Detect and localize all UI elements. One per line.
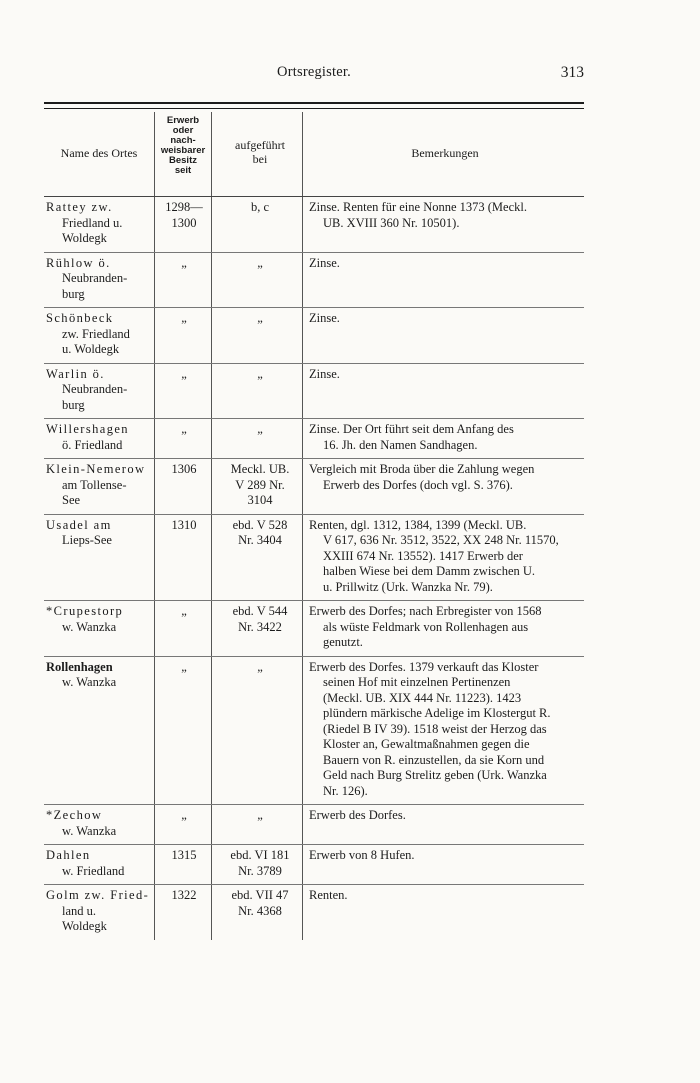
remarks-continuation-line: seinen Hof mit einzelnen Pertinenzen — [323, 675, 511, 689]
place-location: Neubranden- — [62, 382, 128, 396]
table-row — [44, 253, 584, 309]
remarks-continuation-line: UB. XVIII 360 Nr. 10501). — [323, 215, 460, 230]
remarks-first-line: Erwerb von 8 Hufen. — [309, 848, 415, 862]
reference-line: Nr. 3789 — [238, 863, 282, 878]
table-row — [44, 197, 584, 253]
place-name-cell — [46, 462, 154, 509]
place-location: am Tollense- — [62, 477, 127, 492]
acquisition-year: „ — [181, 604, 187, 618]
column-divider — [211, 253, 212, 308]
remarks-first-line: Vergleich mit Broda über die Zahlung wegen — [309, 462, 535, 476]
column-divider — [302, 657, 303, 805]
table-header — [44, 112, 584, 197]
column-divider — [154, 657, 155, 805]
acquisition-year-cell — [157, 422, 211, 438]
column-divider — [154, 515, 155, 601]
remarks-cell — [309, 311, 584, 327]
remarks-cell — [309, 256, 584, 272]
acquisition-year: „ — [181, 659, 187, 674]
acquisition-year: 1298— — [165, 200, 203, 214]
acquisition-year: „ — [181, 311, 187, 325]
table-row — [44, 515, 584, 602]
remarks-cell — [309, 888, 584, 904]
column-divider — [211, 364, 212, 419]
column-divider — [154, 364, 155, 419]
column-divider — [211, 419, 212, 458]
place-location: zw. Friedland — [62, 326, 130, 341]
column-divider — [211, 601, 212, 656]
column-divider — [154, 885, 155, 940]
reference-line: „ — [257, 311, 263, 325]
acquisition-year: „ — [181, 422, 187, 436]
column-divider — [154, 308, 155, 363]
place-name: *Crupestorp — [46, 604, 124, 618]
place-name-cell — [46, 422, 154, 453]
place-location: Woldegk — [62, 919, 107, 933]
place-name: Schönbeck — [46, 311, 114, 325]
remarks-first-line: Erwerb des Dorfes; nach Erbregister von 1568 — [309, 604, 542, 618]
place-location: land u. — [62, 903, 97, 918]
table-row — [44, 845, 584, 885]
remarks-cell — [309, 808, 584, 824]
column-divider — [211, 112, 212, 197]
column-divider — [302, 805, 303, 844]
reference-line: „ — [257, 808, 263, 822]
reference-cell — [216, 462, 304, 509]
column-divider — [211, 845, 212, 884]
column-divider — [154, 805, 155, 844]
reference-line: Nr. 4368 — [238, 903, 282, 918]
remarks-first-line: Erwerb des Dorfes. 1379 verkauft das Kloster — [309, 659, 539, 674]
table-row — [44, 419, 584, 459]
acquisition-year-cell — [157, 518, 211, 534]
reference-cell — [216, 256, 304, 272]
column-header-erwerb-line: Besitz — [169, 155, 197, 166]
place-name: Willershagen — [46, 422, 129, 436]
reference-cell — [216, 200, 304, 216]
reference-line: Nr. 3404 — [238, 533, 282, 547]
column-header-erwerb — [156, 116, 210, 176]
column-divider — [154, 253, 155, 308]
place-location: u. Woldegk — [62, 342, 120, 356]
reference-line: Meckl. UB. — [230, 462, 290, 476]
reference-cell — [216, 604, 304, 635]
column-header-aufgefuehrt — [216, 139, 304, 166]
table-row — [44, 601, 584, 657]
acquisition-year-cell — [157, 848, 211, 864]
remarks-continuation-line: (Meckl. UB. XIX 444 Nr. 11223). 1423 — [323, 690, 522, 705]
remarks-continuation-line: Geld nach Burg Strelitz geben (Urk. Wanzka — [323, 768, 547, 782]
place-location: w. Wanzka — [62, 675, 117, 689]
table-row — [44, 657, 584, 806]
place-name: Dahlen — [46, 848, 91, 862]
remarks-first-line: Zinse. — [309, 366, 340, 381]
place-location: w. Wanzka — [62, 823, 117, 838]
place-location: burg — [62, 397, 85, 412]
running-title: Ortsregister. — [277, 64, 351, 80]
place-name-cell — [46, 367, 154, 414]
column-header-bemerkungen: Bemerkungen — [411, 146, 479, 160]
reference-line: b, c — [250, 200, 270, 214]
table-row — [44, 308, 584, 364]
column-divider — [211, 657, 212, 805]
reference-line: „ — [257, 366, 263, 381]
place-location: Neubranden- — [62, 271, 128, 285]
reference-line: ebd. VII 47 — [231, 888, 289, 902]
acquisition-year-cell — [157, 604, 211, 620]
column-divider — [211, 885, 212, 940]
page-number: 313 — [560, 64, 584, 81]
column-divider — [154, 845, 155, 884]
place-name: Rühlow ö. — [46, 255, 111, 270]
remarks-cell — [309, 422, 584, 453]
column-header-aufgefuehrt-line: bei — [252, 151, 268, 166]
remarks-continuation-line: Bauern von R. einzustellen, da sie Korn und — [323, 752, 545, 767]
column-divider — [211, 308, 212, 363]
remarks-continuation-line: 16. Jh. den Namen Sandhagen. — [323, 437, 478, 452]
remarks-first-line: Erwerb des Dorfes. — [309, 808, 406, 822]
table-row — [44, 805, 584, 845]
acquisition-year-cell — [157, 808, 211, 824]
acquisition-year: 1310 — [171, 517, 197, 532]
place-name: Usadel am — [46, 517, 112, 532]
column-divider — [154, 112, 155, 197]
column-divider — [302, 515, 303, 601]
table-row — [44, 885, 584, 940]
reference-line: V 289 Nr. — [235, 477, 285, 492]
remarks-continuation-line: (Riedel B IV 39). 1518 weist der Herzog das — [323, 721, 547, 736]
place-name: Klein-Nemerow — [46, 462, 146, 476]
remarks-first-line: Renten, dgl. 1312, 1384, 1399 (Meckl. UB. — [309, 517, 527, 532]
acquisition-year-cell — [157, 888, 211, 904]
remarks-continuation-line: als wüste Feldmark von Rollenhagen aus — [323, 619, 529, 634]
reference-cell — [216, 808, 304, 824]
remarks-continuation-line: genutzt. — [323, 635, 363, 649]
reference-line: „ — [257, 255, 263, 270]
place-name-cell — [46, 888, 154, 935]
place-name-cell — [46, 200, 154, 247]
remarks-continuation-line: halben Wiese bei dem Damm zwischen U. — [323, 564, 536, 578]
column-divider — [302, 308, 303, 363]
table-row — [44, 459, 584, 515]
remarks-first-line: Zinse. — [309, 311, 340, 325]
reference-cell — [216, 848, 304, 879]
acquisition-year: „ — [181, 366, 187, 381]
acquisition-year: 1315 — [171, 848, 197, 862]
reference-cell — [216, 888, 304, 919]
remarks-continuation-line: V 617, 636 Nr. 3512, 3522, XX 248 Nr. 11570, — [323, 533, 559, 547]
place-name: Golm zw. Fried- — [46, 888, 150, 902]
remarks-continuation-line: plündern märkische Adelige im Klostergut R. — [323, 706, 551, 720]
remarks-cell — [309, 660, 584, 800]
column-divider — [302, 112, 303, 197]
reference-line: „ — [257, 422, 263, 436]
remarks-cell — [309, 367, 584, 383]
remarks-cell — [309, 848, 584, 864]
remarks-continuation-line: Nr. 126). — [323, 783, 368, 798]
place-name-cell — [46, 256, 154, 303]
acquisition-year: 1322 — [171, 888, 197, 902]
reference-line: ebd. VI 181 — [230, 848, 290, 862]
acquisition-year: 1300 — [171, 215, 197, 230]
column-divider — [211, 197, 212, 252]
acquisition-year: „ — [181, 808, 187, 822]
remarks-cell — [309, 462, 584, 493]
column-divider — [154, 601, 155, 656]
place-location: w. Friedland — [62, 863, 125, 878]
acquisition-year-cell — [157, 660, 211, 676]
reference-line: Nr. 3422 — [238, 619, 282, 634]
acquisition-year-cell — [157, 367, 211, 383]
place-name: Rollenhagen — [46, 659, 113, 674]
place-location: See — [62, 493, 81, 507]
header-rule-thin — [44, 108, 584, 109]
place-name-cell — [46, 604, 154, 635]
reference-cell — [216, 518, 304, 549]
place-name-cell — [46, 518, 154, 549]
column-divider — [211, 805, 212, 844]
acquisition-year-cell — [157, 311, 211, 327]
remarks-first-line: Zinse. — [309, 255, 340, 270]
remarks-continuation-line: XXIII 674 Nr. 13552). 1417 Erwerb der — [323, 548, 523, 563]
column-header-erwerb-line: nach- — [170, 135, 196, 146]
column-divider — [302, 885, 303, 940]
column-divider — [302, 601, 303, 656]
column-header-erwerb-line: weisbarer — [160, 145, 206, 156]
header-rule-thick — [44, 102, 584, 104]
column-divider — [302, 197, 303, 252]
remarks-first-line: Renten. — [309, 888, 348, 902]
column-divider — [302, 364, 303, 419]
column-divider — [154, 197, 155, 252]
remarks-cell — [309, 604, 584, 651]
place-location: w. Wanzka — [62, 619, 117, 634]
column-header-erwerb-line: seit — [174, 165, 192, 176]
remarks-cell — [309, 518, 584, 596]
column-header-aufgefuehrt-line: aufgeführt — [235, 138, 285, 152]
place-location: Friedland u. — [62, 215, 123, 230]
table-row — [44, 364, 584, 420]
column-header-erwerb-line: oder — [172, 125, 194, 136]
column-divider — [211, 459, 212, 514]
column-divider — [302, 845, 303, 884]
column-divider — [154, 459, 155, 514]
place-name-cell — [46, 808, 154, 839]
reference-cell — [216, 311, 304, 327]
acquisition-year-cell — [157, 462, 211, 478]
register-table — [44, 112, 584, 940]
place-name: Rattey zw. — [46, 200, 113, 214]
place-location: Lieps-See — [62, 533, 112, 547]
place-name: *Zechow — [46, 808, 103, 822]
place-location: ö. Friedland — [62, 437, 123, 452]
reference-cell — [216, 660, 304, 676]
place-name-cell — [46, 848, 154, 879]
remarks-first-line: Zinse. Renten für eine Nonne 1373 (Meckl. — [309, 200, 527, 214]
remarks-first-line: Zinse. Der Ort führt seit dem Anfang des — [309, 422, 514, 436]
column-divider — [154, 419, 155, 458]
page-header — [44, 64, 584, 86]
place-name-cell — [46, 311, 154, 358]
reference-line: ebd. V 528 — [232, 517, 288, 532]
place-location: Woldegk — [62, 231, 107, 245]
remarks-continuation-line: Kloster an, Gewaltmaßnahmen gegen die — [323, 737, 530, 751]
acquisition-year: 1306 — [171, 462, 197, 476]
remarks-continuation-line: Erwerb des Dorfes (doch vgl. S. 376). — [323, 477, 513, 492]
place-location: burg — [62, 286, 85, 301]
column-divider — [211, 515, 212, 601]
remarks-cell — [309, 200, 584, 231]
reference-cell — [216, 367, 304, 383]
reference-line: 3104 — [247, 493, 273, 507]
column-divider — [302, 253, 303, 308]
column-divider — [302, 459, 303, 514]
acquisition-year: „ — [181, 255, 187, 270]
column-divider — [302, 419, 303, 458]
column-header-name: Name des Ortes — [60, 146, 138, 160]
column-header-erwerb-line: Erwerb — [166, 115, 200, 126]
acquisition-year-cell — [157, 200, 211, 231]
remarks-continuation-line: u. Prillwitz (Urk. Wanzka Nr. 79). — [323, 579, 493, 594]
reference-cell — [216, 422, 304, 438]
reference-line: ebd. V 544 — [232, 604, 288, 618]
place-name-cell — [46, 660, 154, 691]
acquisition-year-cell — [157, 256, 211, 272]
table-body — [44, 197, 584, 940]
place-name: Warlin ö. — [46, 366, 105, 381]
reference-line: „ — [257, 659, 263, 674]
